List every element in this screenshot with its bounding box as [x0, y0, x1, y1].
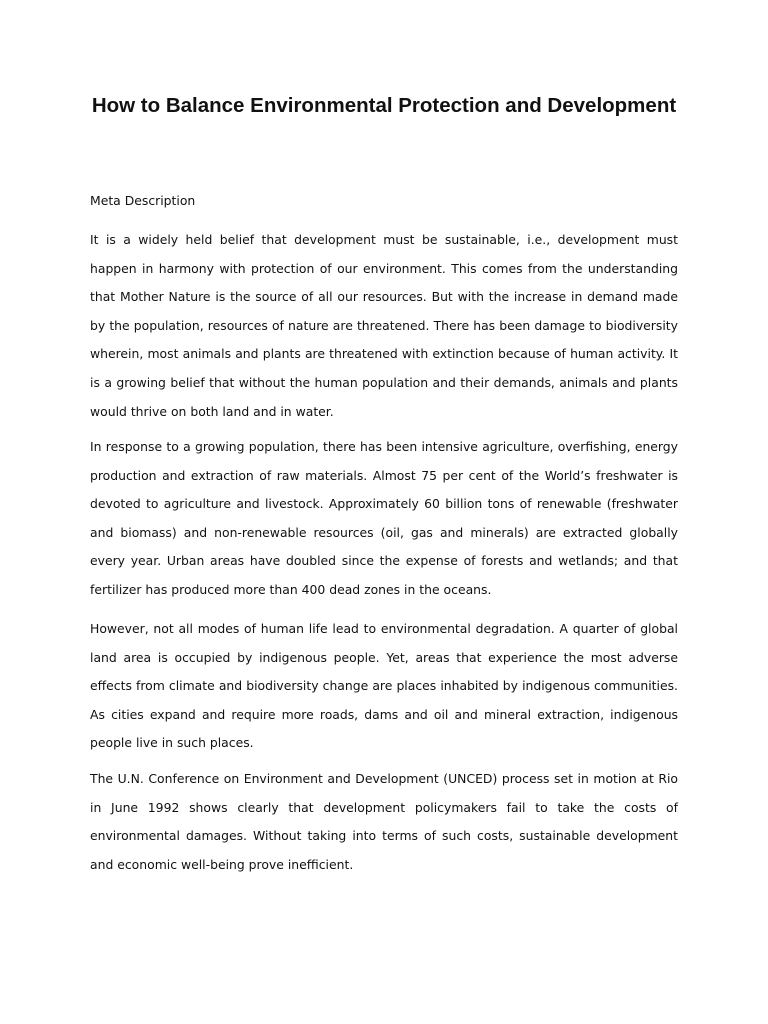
- document-title: How to Balance Environmental Protection and Development: [91, 94, 677, 117]
- paragraph-population-response: In response to a growing population, there has been intensive agriculture, overfishing, energy production and extraction of raw materials. Almost 75 per cent of the World’s freshwater is devoted to agriculture and livestock. Approximately 60 billion tons of renewable (freshwater and biomass) and non-renewable resources (oil, gas and minerals) are extracted globally every year. Urban areas have doubled since the expense of forests and wetlands; and that fertilizer has produced more than 400 dead zones in the oceans.: [90, 439, 678, 597]
- paragraph-unced: The U.N. Conference on Environment and Development (UNCED) process set in motion at Rio in June 1992 shows clearly that development policymakers fail to take the costs of environmental damages. Without taking into terms of such costs, sustainable development and economic well-being prove inefficient.: [90, 771, 678, 872]
- paragraph-intro: It is a widely held belief that development must be sustainable, i.e., development must happen in harmony with protection of our environment. This comes from the understanding that Mother Nature is the source of all our resources. But with the increase in demand made by the population, resources of nature are threatened. There has been damage to biodiversity wherein, most animals and plants are threatened with extinction because of human activity. It is a growing belief that without the human population and their demands, animals and plants would thrive on both land and in water.: [90, 232, 678, 419]
- meta-description-heading: Meta Description: [90, 193, 196, 208]
- paragraph-indigenous-people: However, not all modes of human life lead to environmental degradation. A quarter of global land area is occupied by indigenous people. Yet, areas that experience the most adverse effects from climate and biodiversity change are places inhabited by indigenous communities. As cities expand and require more roads, dams and oil and mineral extraction, indigenous people live in such places.: [90, 621, 678, 751]
